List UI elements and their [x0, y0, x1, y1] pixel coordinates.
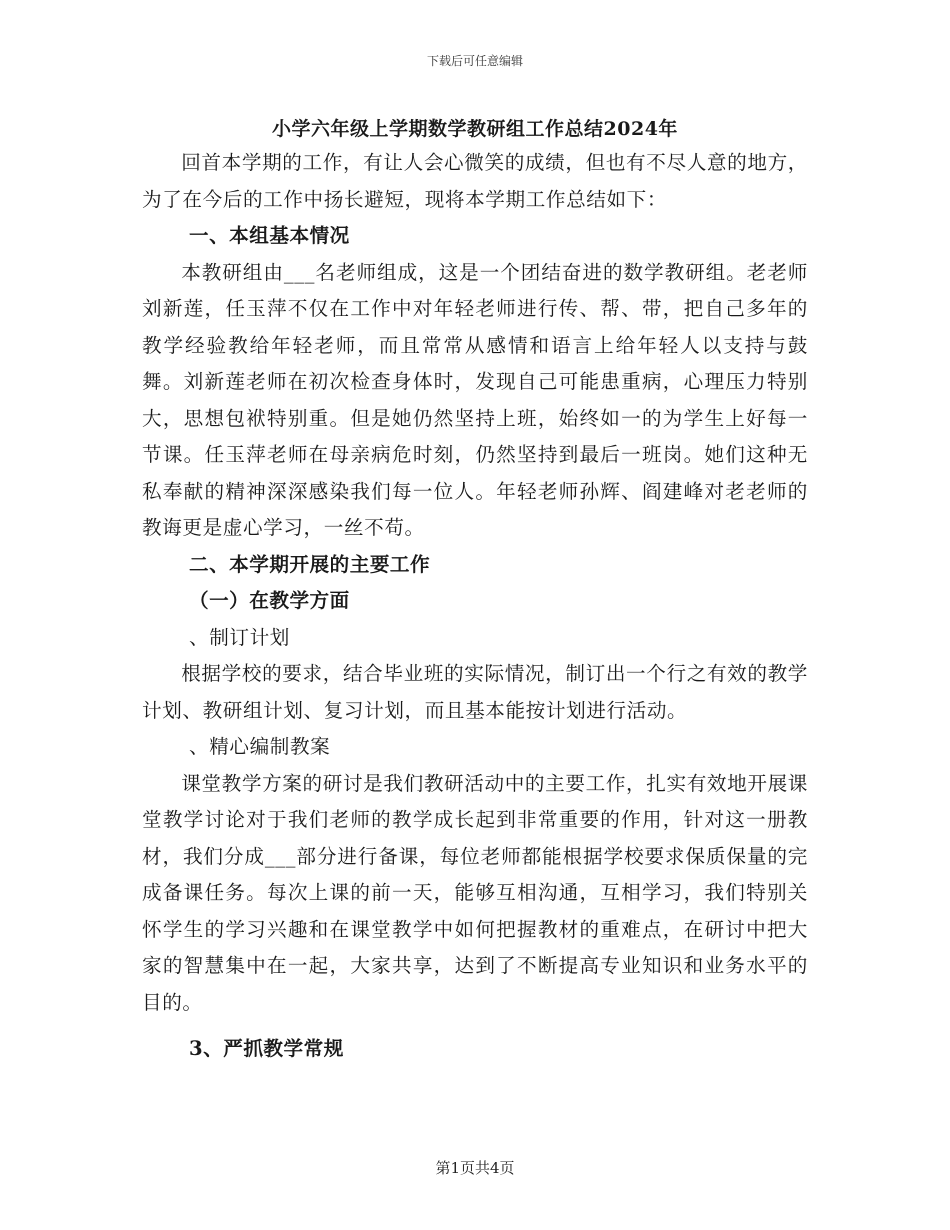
- item-heading-routine: 3、严抓教学常规: [189, 1037, 344, 1060]
- intro-paragraph: 回首本学期的工作，有让人会心微笑的成绩，但也有不尽人意的地方，为了在今后的工作中扬长避短，现将本学期工作总结如下：: [142, 151, 808, 211]
- paragraph-plan: 根据学校的要求，结合毕业班的实际情况，制订出一个行之有效的教学计划、教研组计划、复习计划，而且基本能按计划进行活动。: [142, 662, 808, 722]
- header-note: 下载后可任意编辑: [426, 54, 523, 68]
- section-heading-1: 一、本组基本情况: [189, 224, 350, 247]
- item-heading-lesson-plans: 、精心编制教案: [189, 735, 331, 758]
- paragraph-lesson-plans: 课堂教学方案的研讨是我们教研活动中的主要工作，扎实有效地开展课堂教学讨论对于我们老师的教学成长起到非常重要的作用，针对这一册教材，我们分成___部分进行备课，每位老师都能根据学校要求保质保量的完成备课任务。每次上课的前一天，能够互相沟通，互相学习，我们特别关怀学生的学习兴趣和在课堂教学中如何把握教材的重难点，在研讨中把大家的智慧集中在一起，大家共享，达到了不断提高专业知识和业务水平的目的。: [142, 771, 808, 1014]
- subsection-heading-teaching: （一）在教学方面: [189, 589, 350, 612]
- document-body: [142, 145, 808, 1068]
- item-heading-plan: 、制订计划: [189, 625, 290, 649]
- paragraph-group-info: 本教研组由___名老师组成，这是一个团结奋进的数学教研组。老老师刘新莲，任玉萍不仅在工作中对年轻老师进行传、帮、带，把自己多年的教学经验教给年轻老师，而且常常从感情和语言上给年轻人以支持与鼓舞。刘新莲老师在初次检查身体时，发现自己可能患重病，心理压力特别大，思想包袱特别重。但是她仍然坚持上班，始终如一的为学生上好每一节课。任玉萍老师在母亲病危时刻，仍然坚持到最后一班岗。她们这种无私奉献的精神深深感染我们每一位人。年轻老师孙辉、阎建峰对老老师的教诲更是虚心学习，一丝不苟。: [142, 260, 808, 539]
- page-number: 第1页共4页: [435, 1159, 515, 1177]
- document-title: 小学六年级上学期数学教研组工作总结2024年: [272, 118, 678, 140]
- section-heading-2: 二、本学期开展的主要工作: [189, 552, 431, 576]
